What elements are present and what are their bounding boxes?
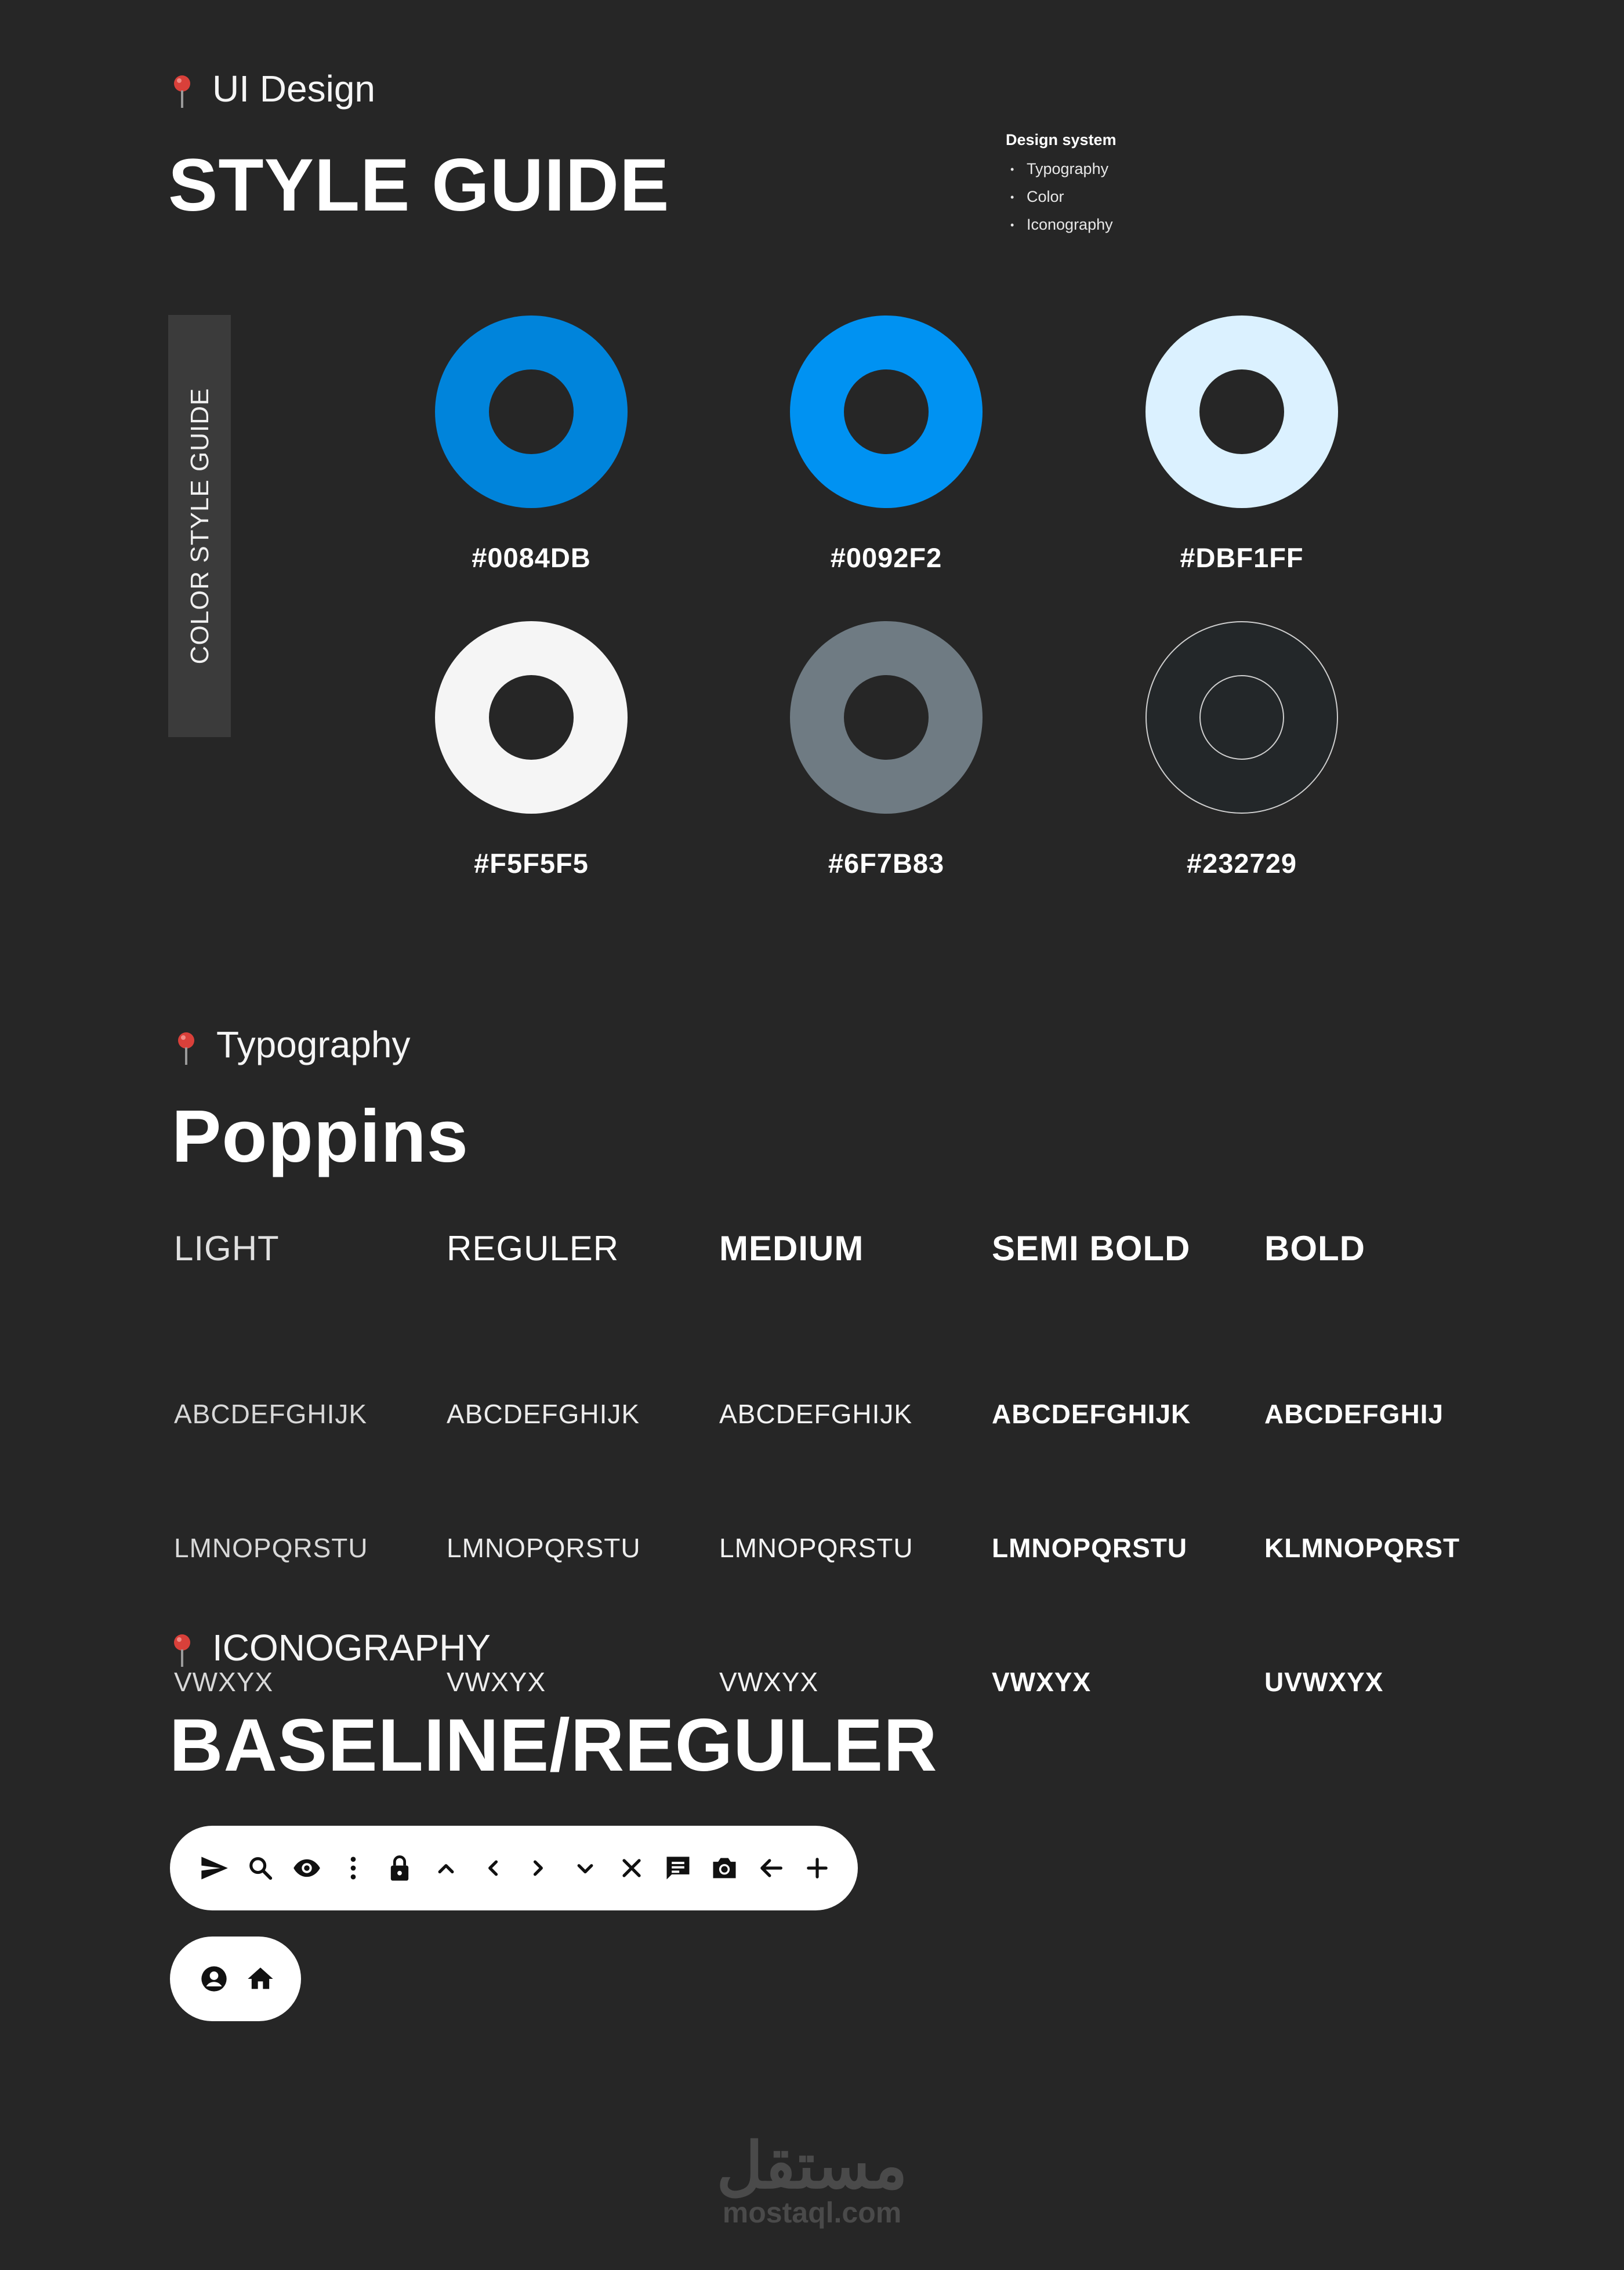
arrow-back-icon[interactable] bbox=[756, 1853, 786, 1883]
alphabet-line: LMNOPQRSTU bbox=[174, 1533, 368, 1563]
icon-set-row-2 bbox=[170, 1937, 301, 2021]
alphabet-line: LMNOPQRSTU bbox=[992, 1533, 1188, 1563]
lock-icon[interactable] bbox=[385, 1853, 415, 1883]
design-system-item-iconography: • Iconography bbox=[1010, 216, 1113, 234]
chevron-right-icon[interactable] bbox=[524, 1853, 554, 1883]
chevron-down-icon[interactable] bbox=[570, 1853, 600, 1883]
alphabet-medium bbox=[719, 1303, 913, 1749]
weight-heading-bold: BOLD bbox=[1264, 1229, 1365, 1268]
alphabet-line: VWXYX bbox=[992, 1667, 1092, 1697]
section-label-iconography: ICONOGRAPHY bbox=[212, 1627, 491, 1669]
alphabet-line: VWXYX bbox=[719, 1667, 819, 1697]
color-swatch-0084db bbox=[435, 316, 628, 508]
design-system-item-typography: • Typography bbox=[1010, 160, 1108, 178]
alphabet-line: ABCDEFGHIJ bbox=[1264, 1399, 1444, 1429]
swatch-label-6f7b83: #6F7B83 bbox=[828, 848, 945, 879]
alphabet-line: ABCDEFGHIJK bbox=[992, 1399, 1191, 1429]
swatch-label-232729: #232729 bbox=[1187, 848, 1297, 879]
section-label-typography: Typography bbox=[216, 1024, 411, 1065]
color-swatch-0092f2 bbox=[790, 316, 983, 508]
design-system-title: Design system bbox=[1006, 131, 1116, 148]
section-label-ui-design: UI Design bbox=[212, 68, 375, 110]
color-swatch-f5f5f5 bbox=[435, 621, 628, 814]
eye-icon[interactable] bbox=[292, 1853, 322, 1883]
alphabet-line: ABCDEFGHIJK bbox=[719, 1399, 913, 1429]
chevron-up-icon[interactable] bbox=[431, 1853, 461, 1883]
alphabet-bold bbox=[1264, 1303, 1460, 1749]
icon-set-row-1 bbox=[170, 1826, 858, 1910]
alphabet-line: LMNOPQRSTU bbox=[447, 1533, 641, 1563]
send-icon[interactable] bbox=[199, 1853, 229, 1883]
swatch-label-0092f2: #0092F2 bbox=[830, 542, 942, 573]
swatch-label-0084db: #0084DB bbox=[472, 542, 591, 573]
swatch-label-f5f5f5: #F5F5F5 bbox=[474, 848, 589, 879]
camera-icon[interactable] bbox=[709, 1853, 740, 1883]
color-swatch-232729 bbox=[1146, 621, 1338, 814]
add-icon[interactable] bbox=[802, 1853, 832, 1883]
home-icon[interactable] bbox=[245, 1964, 276, 1994]
alphabet-reguler bbox=[447, 1303, 641, 1749]
alphabet-line: VWXYX bbox=[447, 1667, 546, 1697]
weight-heading-reguler: REGULER bbox=[447, 1229, 619, 1268]
alphabet-line: UVWXYX bbox=[1264, 1667, 1384, 1697]
alphabet-semi-bold bbox=[992, 1303, 1191, 1749]
alphabet-line: VWXYX bbox=[174, 1667, 274, 1697]
alphabet-light bbox=[174, 1303, 368, 1749]
color-swatch-6f7b83 bbox=[790, 621, 983, 814]
iconography-title: BASELINE/REGULER bbox=[169, 1704, 938, 1787]
weight-heading-light: LIGHT bbox=[174, 1229, 280, 1268]
color-guide-sidebar-label: COLOR STYLE GUIDE bbox=[186, 387, 214, 665]
swatch-label-dbf1ff: #DBF1FF bbox=[1180, 542, 1304, 573]
alphabet-line: LMNOPQRSTU bbox=[719, 1533, 913, 1563]
pin-icon bbox=[172, 74, 193, 109]
design-system-item-color: • Color bbox=[1010, 188, 1064, 206]
weight-heading-medium: MEDIUM bbox=[719, 1229, 864, 1268]
watermark-logo-latin: mostaql.com bbox=[722, 2196, 902, 2229]
chat-icon[interactable] bbox=[663, 1853, 693, 1883]
more-vertical-icon[interactable] bbox=[338, 1853, 368, 1883]
chevron-left-icon[interactable] bbox=[477, 1853, 507, 1883]
search-icon[interactable] bbox=[245, 1853, 276, 1883]
watermark-logo-arabic: مستقل bbox=[716, 2130, 908, 2202]
weight-heading-semi-bold: SEMI BOLD bbox=[992, 1229, 1191, 1268]
close-icon[interactable] bbox=[617, 1853, 647, 1883]
page-title: STYLE GUIDE bbox=[168, 144, 670, 227]
account-icon[interactable] bbox=[199, 1964, 229, 1994]
font-name: Poppins bbox=[172, 1095, 469, 1178]
alphabet-line: ABCDEFGHIJK bbox=[174, 1399, 368, 1429]
alphabet-line: KLMNOPQRST bbox=[1264, 1533, 1460, 1563]
pin-icon bbox=[176, 1031, 197, 1066]
color-swatch-dbf1ff bbox=[1146, 316, 1338, 508]
alphabet-line: ABCDEFGHIJK bbox=[447, 1399, 640, 1429]
pin-icon bbox=[172, 1633, 193, 1668]
